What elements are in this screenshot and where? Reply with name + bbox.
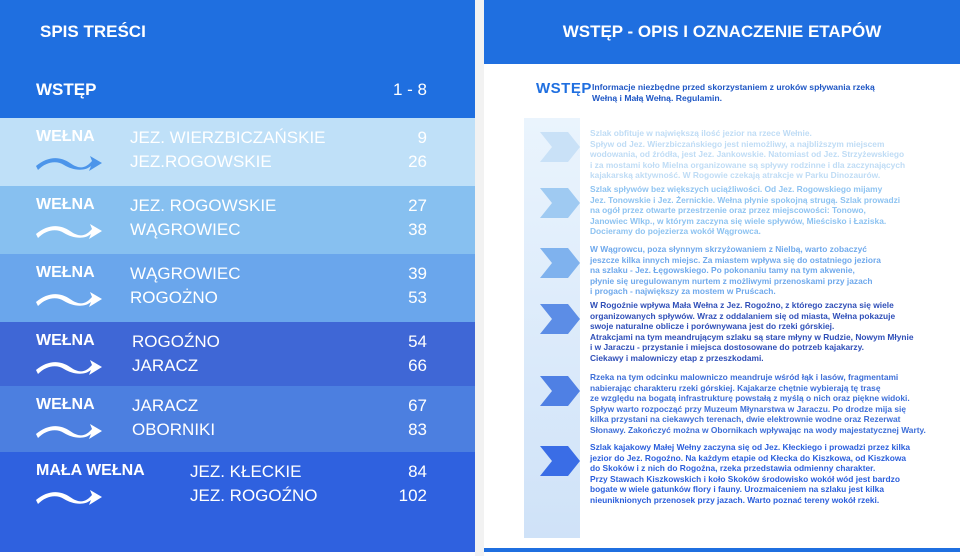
toc-intro-label: WSTĘP [36,80,97,99]
toc-page-to: 38 [408,220,427,239]
river-arrow-icon [34,356,104,378]
toc-row[interactable] [0,186,475,254]
river-arrow-icon [34,420,104,442]
toc-row[interactable] [0,322,475,386]
toc-intro-pages: 1 - 8 [392,80,427,99]
stage-chevron-icon [540,132,580,162]
toc-river-name: WEŁNA [36,396,95,413]
stage-chevron-icon [540,446,580,476]
toc-stage-to: JEZ. ROGOŹNO [190,486,318,505]
toc-page-to: 83 [408,420,427,439]
stage-description: Rzeka na tym odcinku malowniczo meandruje wśród łąk i lasów, fragmentami nabierając charakteru rzeki górskiej. Kajakarze chętnie wybierają tę trasę ze względu na bogatą infrastrukturę powstałą z myślą o nich oraz piękne widoki. Spływ warto rozpocząć przy Muzeum Młynarstwa w Jaraczu. Po drodze mija się kilka przystani na ciekawych terenach, dwie elektrownie wodne oraz Rezerwat Słonawy. Zakończyć można w Obornikach wpływając na wody majestatycznej Warty. [590,372,926,435]
stage-chevron-icon [540,304,580,334]
stage-chevron-icon [540,376,580,406]
toc-page-from: 27 [408,196,427,215]
river-arrow-icon [34,486,104,508]
introduction-page [484,0,960,552]
page-gutter [475,0,484,556]
toc-page-to: 53 [408,288,427,307]
toc-title: SPIS TREŚCI [40,22,146,41]
toc-row[interactable] [0,254,475,322]
intro-text: Informacje niezbędne przed skorzystaniem z uroków spływania rzeką Wełną i Małą Wełną. Regulamin. [592,82,875,103]
intro-title: WSTĘP - OPIS I OZNACZENIE ETAPÓW [562,22,882,41]
toc-page-from: 54 [408,332,427,351]
toc-page-to: 66 [408,356,427,375]
toc-page-to: 102 [398,486,427,505]
toc-page-from: 39 [408,264,427,283]
toc-stage-from: ROGOŹNO [132,332,220,351]
toc-stage-to: OBORNIKI [132,420,216,439]
table-of-contents-page [0,0,475,552]
toc-river-name: WEŁNA [36,128,95,145]
toc-stage-from: JEZ. WIERZBICZAŃSKIE [130,128,326,147]
river-arrow-icon [34,220,104,242]
toc-stage-from: JARACZ [132,396,199,415]
toc-title-bar [0,0,475,64]
stage-description: Szlak spływów bez większych uciążliwości. Od Jez. Rogowskiego mijamy Jez. Tonowskie i Jez. Żernickie. Wełna płynie spokojną strugą. Szlak prowadzi na ogół przez otwarte przestrzenie oraz przez miejscowości: Tonowo, Janowiec Wlkp., w którym zaczyna się wiele spływów, Mieścisko i Łaziska. Docieramy do pojezierza wokół Wągrowca. [590,184,901,237]
toc-row[interactable] [0,386,475,452]
toc-stage-to: ROGOŻNO [130,288,218,307]
stage-description: Szlak kajakowy Małej Wełny zaczyna się od Jez. Kłeckiego i prowadzi przez kilka jezior do Jez. Rogoźno. Na każdym etapie od Kłecka do Kiszkowa, od Kiszkowa do Skoków i z nich do Rogoźna, rzeka przedstawia odmienny charakter. Przy Stawach Kiszkowskich i koło Skoków środowisko wokół wód jest bardzo bogate w wiele gatunków flory i fauny. Urozmaiceniem na szlaku jest kilka nieuniknionych przenosek przy jazach. Warto poznać tereny wokół rzeki. [590,442,911,505]
river-arrow-icon [34,152,104,174]
toc-river-name: WEŁNA [36,332,95,349]
toc-page-to: 26 [408,152,427,171]
toc-page-from: 84 [408,462,427,481]
bottom-strip [484,548,960,552]
intro-title-bar [484,0,960,64]
stage-description: W Wągrowcu, poza słynnym skrzyżowaniem z Nielbą, warto zobaczyć jeszcze kilka innych miejsc. Za miastem wpływa się do ostatniego jeziora na szlaku - Jez. Łęgowskiego. Po pokonaniu tamy na tym akwenie, płynie się uregulowanym nurtem z możliwymi przenoskami przy jazach i progach - największy za mostem w Pruścach. [590,244,881,297]
stage-chevron-icon [540,248,580,278]
toc-river-name: MAŁA WEŁNA [36,462,145,479]
toc-intro-row[interactable] [0,64,475,118]
stage-chevron-icon [540,188,580,218]
intro-tag: WSTĘP [536,80,592,97]
toc-stage-to: WĄGROWIEC [130,220,241,239]
toc-river-name: WEŁNA [36,196,95,213]
toc-river-name: WEŁNA [36,264,95,281]
toc-stage-to: JARACZ [132,356,199,375]
toc-stage-from: JEZ. KŁECKIE [190,462,302,481]
toc-stage-from: WĄGROWIEC [130,264,241,283]
toc-stage-from: JEZ. ROGOWSKIE [130,196,277,215]
stage-description: W Rogoźnie wpływa Mała Wełna z Jez. Rogoźno, z którego zaczyna się wiele organizowanych spływów. Wraz z oddalaniem się od miasta, Wełna pokazuje swoje naturalne oblicze i porównywana jest do rzeki górskiej. Atrakcjami na tym meandrującym szlaku są stare młyny w Rudzie, Nowym Młynie i w Jaraczu - przystanie i miejsca dostosowane do potrzeb kajakarzy. Ciekawy i malowniczy etap z przeszkodami. [590,300,914,363]
toc-page-from: 67 [408,396,427,415]
toc-row[interactable] [0,452,475,552]
river-arrow-icon [34,288,104,310]
toc-row[interactable] [0,118,475,186]
toc-stage-to: JEZ.ROGOWSKIE [130,152,272,171]
toc-page-from: 9 [417,128,427,147]
stage-description: Szlak obfituje w największą ilość jezior na rzece Wełnie. Spływ od Jez. Wierzbiczańskiego jest niemożliwy, a najbliższym miejscem wodowania, od źródła, jest Jez. Jankowskie. Natomiast od Jez. Strzyżewskiego i za mostami koło Mielna organizowane są spływy rodzinne i dla zaczynających kajakarską aktywność. W Rogowie czekają atrakcje w Parku Dinozaurów. [590,128,906,181]
